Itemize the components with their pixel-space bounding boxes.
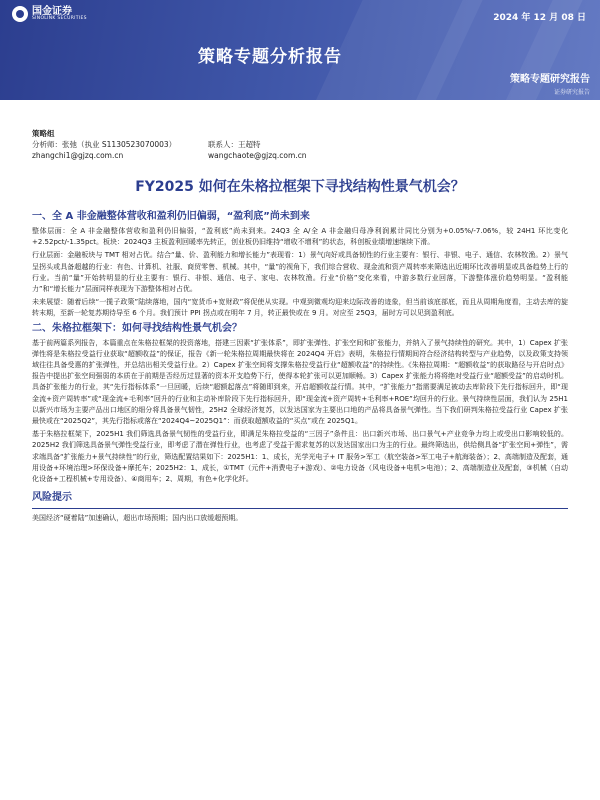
analyst-name: 分析师：张弛（执业 S1130523070003）: [32, 140, 177, 149]
report-subnote: 证券研究报告: [553, 89, 590, 96]
analyst-email[interactable]: zhangchi1@gjzq.com.cn: [32, 151, 124, 160]
logo-cn: 国金证券: [32, 5, 72, 17]
paragraph: 整体层面：全 A 非金融整体营收和盈利仍旧偏弱，“盈利底”尚未到来。24Q3 全 A/全 A 非金融归母净利润累计同比分别为+0.05%/-7.06%，较 24H1 环比变化+2.52pct/-1.35pct。板块：2024Q3 主板盈利回暖率先转正，创业板仍旧维持“增收不增利”的状态，科创板业绩增速继续下滑。: [32, 227, 568, 247]
report-title: 策略专题分析报告: [198, 47, 342, 67]
paragraph: 未来展望：随着后续“一揽子政策”陆续落地，国内“宽货币+宽财政”将促使从实现。中观到微观均迎来边际改善的迹象，但当前该底部底，而且从周期角度看，主动去库的旋转末期，至新一轮复苏期待导至 6 个月。我们预计 PPI 拐点或在明年 7 月，转正最快或在 9 月。对应至 25Q3，届时方可以见到盈利底。: [32, 298, 568, 318]
report-body: [32, 210, 568, 526]
risk-text: 美国经济“硬着陆”加速确认，超出市场预期；国内出口放缓超预期。: [32, 514, 243, 523]
group-label: 策略组: [32, 129, 55, 138]
report-date: 2024 年 12 月 08 日: [493, 13, 586, 23]
paragraph: 基于朱格拉框架下，2025H1 我们筛选具备景气韧性的受益行业，即满足朱格拉受益的“三因子”条件且：出口新兴市场、出口景气+产业竞争力均上或受出口影响较低的。2025H2 我们筛选具备景气弹性受益行业，即考虑了潜在弹性行业，也考虑了受益于需求复苏的以发达国家出口为主的行业。最终筛选出，供给侧具备“扩张空间+弹性”，需求端具备“扩张能力+景气持续性”的行业，筛选配置结果如下：2025H1：1、成长，光学光电子+ IT 服务>军工（航空装备>军工电子+航海装备）；2、高端制造及配套，通用设备+环境治理>环保设备+摩托车；2025H2：1、成长，①TMT（元件+消费电子+游戏）、②电力设备（风电设备+电机>电池）；2、高端制造业及配套，③机械（自动化设备+工程机械+专用设备）、④商用车；2、周期，有色+化学化纤。: [32, 430, 568, 484]
report-header: [0, 0, 600, 100]
divider: [32, 508, 568, 509]
paragraph: 基于前两篇系列报告，本篇重点在朱格拉框架的投资落地，搭建三因素“扩张体系”，即扩张弹性、扩张空间和扩张能力，并纳入了景气持续性的研究。其中，1）Capex 扩张弹性将是朱格拉受益行业获取“超额收益”的保证，报告《新一轮朱格拉周期最快将在 2024Q4 开启》表明，朱格拉行情期间符合经济结构转型与产业趋势，以及政策支持领域往往具备受惠的扩张弹性，并总结出相关受益行业。2）Capex 扩张空间将支撑朱格拉受益行业“超额收益”的持续性。《朱格拉周期：“超额收益”的获取路径与开启时点》报告中提出扩张空间强弱的本质在于前期是否经历过显著的资本开支趋势下行，使得本轮扩张可以更加顺畅。3）Capex 扩张能力将将绝对受益行业“超额受益”的启动时机。具备扩张能力的行业，其“先行指标体系”一旦回暖，后续“超额起落点”将随即到来，开启超额收益行情。其中，“扩张能力”指需要满足被动去库阶段下先行指标回升，即“现金流+资产周转率”或“现金流+毛利率”回升的行业和主动补库阶段下先行指标回升，即“现金流+资产周转+毛利率+ROE”均回升的行业。景气持续性层面，我们认为 25H1 以新兴市场为主要产品出口地区的细分将具备景气韧性，25H2 全球经济复苏，以发达国家为主要出口地的产品将具备景气弹性。当下我们研判朱格拉受益行业 Capex 扩张最快或在“2025Q2”，其先行指标或落在“2024Q4~2025Q1”：而获取超额收益的“买点”或在 2025Q1。: [32, 338, 568, 426]
section-heading-1: 一、全 A 非金融整体营收和盈利仍旧偏弱，“盈利底”尚未到来: [32, 211, 310, 222]
company-logo: [12, 6, 87, 22]
risk-heading: 风险提示: [32, 492, 72, 504]
section-heading-2: 二、朱格拉框架下：如何寻找结构性景气机会？: [32, 322, 242, 334]
main-title: FY2025 如何在朱格拉框架下寻找结构性景气机会？: [135, 179, 465, 195]
contact-name: 联系人：王超特: [208, 140, 261, 149]
paragraph: 行业层面：金融板块与 TMT 相对占优。结合“量、价、盈利能力和增长能力”表现看：1）景气向好或具备韧性的行业主要有：银行、非银、电子、通信、农林牧渔。2）景气呈拐头或具备超越的行业：有色、计算机、社服、商贸零售、机械。其中，“量”的视角下，我们综合营收、现金流和资产周转率来筛选出近期环比改善明显或具备趋势上行的行业。当前“量”开始转明显的行业主要有：银行、非银、通信、电子、家电、农林牧渔。行业“价格”变化来看，中游多数行业回落，下游整体涨价趋势明显。“盈利能力”和“增长能力”层面同样表现为下游整体相对占优。: [32, 251, 568, 294]
author-block: [32, 128, 408, 161]
logo-icon: [12, 6, 28, 22]
report-subtitle: 策略专题研究报告: [510, 74, 590, 85]
contact-email[interactable]: wangchaote@gjzq.com.cn: [208, 151, 307, 160]
logo-en: SINOLINK SECURITIES: [32, 15, 87, 21]
